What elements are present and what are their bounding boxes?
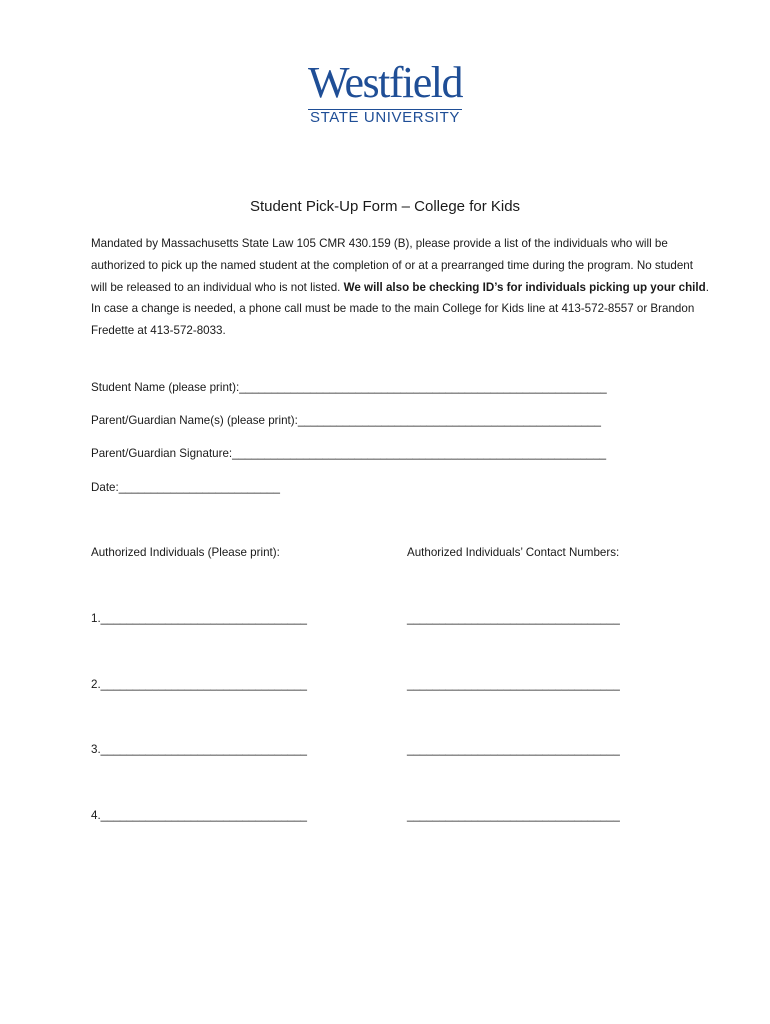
intro-paragraph [91,233,711,342]
date-field[interactable]: Date:_________________________ [91,481,280,494]
authorized-name-line-2[interactable]: 2.________________________________ [91,678,308,691]
authorized-name-line-3[interactable]: 3.________________________________ [91,743,308,756]
authorized-names-header: Authorized Individuals (Please print): [91,546,280,559]
intro-text-1: Mandated by Massachusetts State Law 105 CMR 430.159 (B), please provide a list of the individuals who will be authorized to pick up the named student at the completion of or at a prearranged time during the program. No student will be released to an individual who is not listed. [91,237,693,294]
university-logo [300,60,470,126]
authorized-name-line-1[interactable]: 1.________________________________ [91,612,308,625]
authorized-phone-line-3[interactable]: _________________________________ [407,743,620,756]
authorized-phone-line-4[interactable]: _________________________________ [407,809,620,822]
authorized-phone-line-2[interactable]: _________________________________ [407,678,620,691]
student-name-field[interactable]: Student Name (please print):_________________________________________________________ [91,381,607,394]
form-title: Student Pick-Up Form – College for Kids [249,198,521,215]
authorized-name-line-4[interactable]: 4.________________________________ [91,809,308,822]
logo-subtitle: STATE UNIVERSITY [310,109,460,126]
intro-bold-text: We will also be checking ID’s for individuals picking up your child [343,280,706,294]
logo-wordmark: Westfield [307,58,462,107]
guardian-name-field[interactable]: Parent/Guardian Name(s) (please print):_______________________________________________ [91,414,601,427]
guardian-signature-field[interactable]: Parent/Guardian Signature:__________________________________________________________ [91,447,607,460]
authorized-phone-line-1[interactable]: _________________________________ [407,612,620,625]
intro-text-2: . In case a change is needed, a phone call must be made to the main College for Kids line at 413-572-8557 or Brandon Fredette at 413-572-8033. [91,280,709,338]
authorized-phones-header: Authorized Individuals’ Contact Numbers: [407,546,620,559]
